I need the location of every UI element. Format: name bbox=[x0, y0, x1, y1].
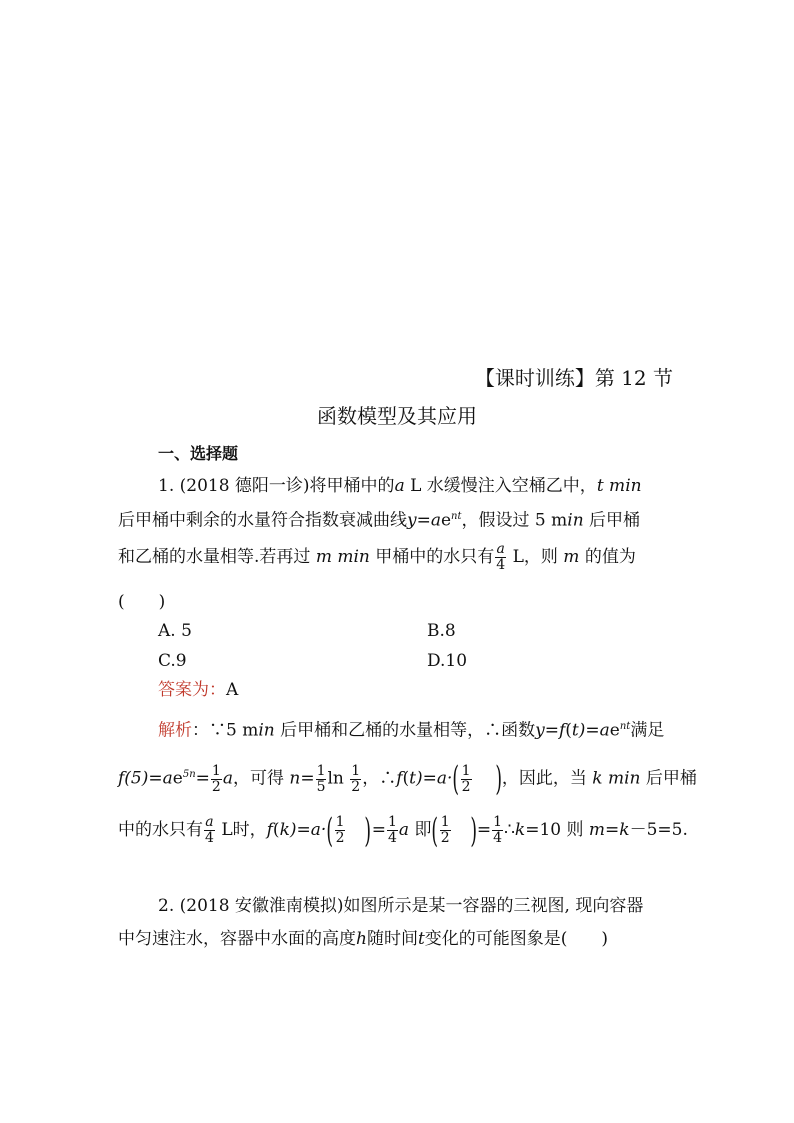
analysis-formula: e bbox=[172, 768, 183, 789]
q1-text: L，则 bbox=[507, 547, 564, 567]
q1-line-3 bbox=[118, 540, 678, 574]
analysis-line-2 bbox=[118, 755, 697, 800]
answer-value: A bbox=[226, 680, 239, 700]
analysis-text: ：∵5 m bbox=[192, 720, 259, 741]
analysis-formula: k bbox=[279, 820, 290, 840]
analysis-formula: ( bbox=[565, 720, 572, 741]
analysis-formula: m bbox=[588, 820, 606, 840]
q1-text: 和乙桶的水量相等.若再过 bbox=[118, 547, 316, 567]
q2-line-2 bbox=[118, 928, 678, 950]
analysis-fraction bbox=[461, 764, 472, 795]
q1-answer-paren: ( ) bbox=[118, 592, 166, 612]
fraction-numerator: 1 bbox=[351, 762, 361, 779]
q1-var-a: a bbox=[394, 476, 405, 496]
analysis-formula: e bbox=[609, 720, 620, 741]
q1-var-t: t bbox=[596, 476, 604, 496]
q1-unit: m bbox=[331, 547, 354, 567]
q1-formula: y=a bbox=[407, 510, 441, 531]
page-subtitle: 函数模型及其应用 bbox=[317, 404, 477, 428]
section-title: 一、选择题 bbox=[158, 444, 239, 463]
q1-formula-e: e bbox=[440, 510, 452, 531]
analysis-formula: ( bbox=[402, 768, 410, 789]
analysis-text: ∴ bbox=[504, 820, 515, 840]
fraction-numerator: 1 bbox=[388, 814, 397, 830]
analysis-formula: k bbox=[514, 820, 526, 840]
fraction-denominator: 4 bbox=[388, 830, 397, 846]
fraction-numerator: a bbox=[205, 814, 214, 830]
q2-line-1: 2. (2018 安徽淮南模拟)如图所示是某一容器的三视图, 现向容器 bbox=[158, 896, 644, 916]
fraction-numerator: 1 bbox=[211, 762, 221, 779]
analysis-formula: (5)=a bbox=[124, 768, 173, 789]
left-paren: ( bbox=[452, 759, 460, 800]
option-b[interactable]: B.8 bbox=[427, 621, 456, 641]
fraction-numerator: a bbox=[496, 541, 505, 557]
analysis-formula: k bbox=[619, 820, 630, 840]
analysis-formula: = bbox=[195, 768, 210, 789]
analysis-unit: m bbox=[602, 768, 625, 789]
analysis-formula: )=a· bbox=[415, 768, 453, 789]
q1-var-m: m bbox=[563, 547, 580, 567]
fraction-denominator: 2 bbox=[351, 778, 361, 795]
fraction-denominator: 2 bbox=[461, 778, 471, 795]
analysis-formula: a bbox=[398, 820, 410, 840]
fraction-denominator: 2 bbox=[211, 778, 221, 795]
q1-exponent: nt bbox=[451, 511, 462, 522]
analysis-formula: )=a· bbox=[289, 820, 327, 840]
analysis-formula: = bbox=[476, 820, 492, 840]
q1-text: 甲桶中的水只有 bbox=[369, 547, 495, 567]
analysis-unit: in bbox=[624, 768, 641, 789]
right-paren: ) bbox=[469, 810, 477, 851]
q2-var-h: h bbox=[356, 929, 367, 949]
fraction-numerator: 1 bbox=[316, 762, 326, 779]
q1-line-2 bbox=[118, 506, 678, 532]
q2-text: 随时间 bbox=[366, 929, 418, 949]
analysis-fraction bbox=[204, 815, 215, 846]
analysis-text: 后甲桶和乙桶的水量相等，∴函数 bbox=[274, 720, 536, 741]
left-paren: ( bbox=[326, 810, 334, 851]
q1-text: 的值为 bbox=[579, 547, 636, 567]
fraction-denominator: 4 bbox=[493, 830, 503, 846]
q1-unit: in bbox=[625, 476, 642, 496]
analysis-formula: －5=5. bbox=[629, 820, 688, 840]
analysis-fraction bbox=[335, 815, 346, 846]
analysis-formula: )=a bbox=[578, 720, 610, 741]
analysis-text: =10 则 bbox=[525, 820, 589, 840]
analysis-text: 中的水只有 bbox=[118, 820, 203, 840]
analysis-text: ，因此，当 bbox=[501, 768, 593, 789]
analysis-formula: f bbox=[266, 820, 273, 840]
q2-text: 变化的可能图象是( ) bbox=[424, 929, 609, 949]
q1-text: 1. (2018 德阳一诊)将甲桶中的 bbox=[158, 476, 395, 496]
analysis-fraction bbox=[316, 764, 327, 795]
q2-var-t: t bbox=[417, 929, 425, 949]
fraction-denominator: 4 bbox=[496, 557, 506, 573]
analysis-formula: y=f bbox=[535, 720, 566, 741]
lesson-title: 【课时训练】第 12 节 bbox=[474, 366, 673, 390]
analysis-exponent: 5n bbox=[182, 769, 196, 780]
right-paren: ) bbox=[364, 810, 372, 851]
analysis-text: 即 bbox=[409, 820, 432, 840]
analysis-formula: = bbox=[300, 768, 315, 789]
answer bbox=[158, 679, 238, 701]
option-d[interactable]: D.10 bbox=[427, 651, 468, 671]
analysis-fraction bbox=[440, 815, 451, 846]
q1-unit: m bbox=[603, 476, 626, 496]
fraction-numerator: 1 bbox=[493, 814, 503, 830]
fraction-numerator: 1 bbox=[335, 814, 345, 830]
analysis-formula: ( bbox=[272, 820, 280, 840]
left-paren: ( bbox=[431, 810, 439, 851]
fraction-numerator: 1 bbox=[461, 762, 471, 779]
fraction-denominator: 5 bbox=[316, 778, 326, 795]
analysis-formula: = bbox=[605, 820, 620, 840]
option-a[interactable]: A. 5 bbox=[158, 621, 192, 641]
analysis-formula: = bbox=[371, 820, 386, 840]
q1-text: 后甲桶 bbox=[583, 510, 641, 531]
analysis-unit: in bbox=[258, 720, 275, 741]
analysis-label: 解析 bbox=[158, 720, 192, 741]
answer-label: 答案为： bbox=[158, 680, 226, 700]
analysis-text: 后甲桶 bbox=[640, 768, 697, 789]
analysis-formula: f bbox=[118, 768, 125, 789]
analysis-text: 满足 bbox=[630, 720, 665, 741]
right-paren: ) bbox=[494, 759, 502, 800]
fraction-denominator: 4 bbox=[205, 830, 214, 846]
q1-unit: in bbox=[567, 510, 584, 531]
q1-text: 后甲桶中剩余的水量符合指数衰减曲线 bbox=[118, 510, 407, 531]
q1-fraction bbox=[495, 542, 506, 573]
analysis-formula: t bbox=[409, 768, 416, 789]
q1-var-m: m bbox=[315, 547, 332, 567]
fraction-numerator: 1 bbox=[440, 814, 450, 830]
fraction-denominator: 2 bbox=[440, 830, 450, 846]
q1-text: L 水缓慢注入空桶乙中， bbox=[404, 476, 597, 496]
analysis-text: L时， bbox=[215, 820, 267, 840]
analysis-line-1 bbox=[158, 716, 678, 742]
analysis-text: ，∴ bbox=[362, 768, 397, 789]
analysis-formula: k bbox=[592, 768, 603, 789]
analysis-fraction bbox=[350, 764, 361, 795]
analysis-text: ，可得 bbox=[232, 768, 290, 789]
option-c[interactable]: C.9 bbox=[158, 651, 187, 671]
q1-text: ，假设过 5 m bbox=[461, 510, 568, 531]
analysis-formula: t bbox=[571, 720, 579, 741]
analysis-formula: a bbox=[222, 768, 233, 789]
analysis-formula: f bbox=[396, 768, 403, 789]
q1-unit: in bbox=[353, 547, 370, 567]
q1-line-1 bbox=[158, 475, 678, 497]
analysis-fraction bbox=[387, 815, 398, 846]
analysis-fraction bbox=[492, 815, 503, 846]
analysis-formula: n bbox=[289, 768, 301, 789]
analysis-formula: ln bbox=[327, 768, 350, 789]
analysis-line-3 bbox=[118, 810, 688, 851]
fraction-denominator: 2 bbox=[335, 830, 345, 846]
analysis-exponent: nt bbox=[619, 721, 631, 732]
analysis-fraction bbox=[211, 764, 222, 795]
q2-text: 中匀速注水，容器中水面的高度 bbox=[118, 929, 356, 949]
